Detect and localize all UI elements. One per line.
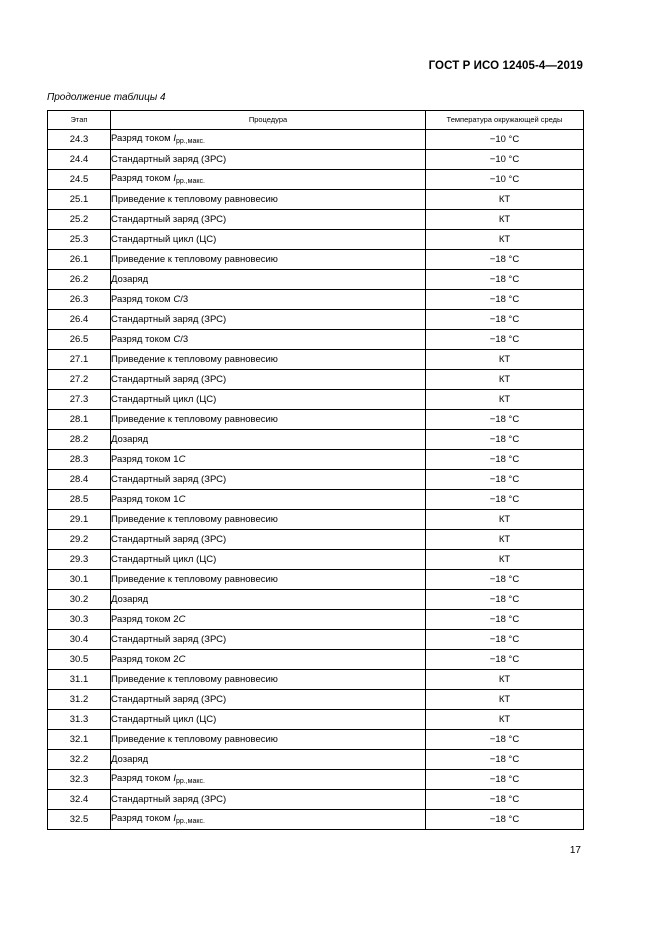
procedure-text: Стандартный заряд (ЗРС)	[111, 373, 227, 385]
procedure-text: Дозаряд	[111, 753, 149, 765]
procedure-text: Дозаряд	[111, 433, 149, 445]
cell-procedure	[111, 290, 426, 310]
cell-procedure	[111, 670, 426, 690]
procedure-text: Разряд током $I_{рр.,макс.}$	[111, 813, 205, 825]
procedure-text: Разряд током $I_{рр.,макс.}$	[111, 773, 205, 785]
cell-temperature: −18 °C	[426, 770, 584, 790]
cell-temperature: КТ	[426, 350, 584, 370]
procedure-text: Приведение к тепловому равновесию	[111, 353, 278, 365]
table-row	[48, 170, 584, 190]
procedure-text: Стандартный заряд (ЗРС)	[111, 473, 227, 485]
table-row	[48, 570, 584, 590]
cell-stage: 26.1	[48, 250, 111, 270]
cell-stage: 32.1	[48, 730, 111, 750]
table-row	[48, 330, 584, 350]
data-table	[47, 110, 584, 830]
cell-procedure	[111, 650, 426, 670]
cell-stage: 32.5	[48, 810, 111, 830]
cell-stage: 26.3	[48, 290, 111, 310]
procedure-text: Стандартный цикл (ЦС)	[111, 553, 217, 565]
cell-stage: 30.5	[48, 650, 111, 670]
cell-temperature: −18 °C	[426, 490, 584, 510]
table-row	[48, 310, 584, 330]
cell-temperature: −18 °C	[426, 650, 584, 670]
cell-procedure	[111, 410, 426, 430]
table-row	[48, 810, 584, 830]
procedure-text: Стандартный заряд (ЗРС)	[111, 213, 227, 225]
table-row	[48, 710, 584, 730]
table-row	[48, 530, 584, 550]
table-row	[48, 410, 584, 430]
table-row	[48, 630, 584, 650]
cell-temperature: −18 °C	[426, 290, 584, 310]
cell-temperature: −18 °C	[426, 570, 584, 590]
cell-temperature: −18 °C	[426, 750, 584, 770]
table-caption: Продолжение таблицы 4	[47, 92, 166, 103]
cell-stage: 26.5	[48, 330, 111, 350]
cell-temperature: −18 °C	[426, 430, 584, 450]
procedure-text: Стандартный цикл (ЦС)	[111, 393, 217, 405]
cell-procedure	[111, 450, 426, 470]
document-header: ГОСТ Р ИСО 12405-4—2019	[428, 60, 583, 72]
table-body	[48, 130, 584, 830]
cell-stage: 29.3	[48, 550, 111, 570]
cell-stage: 27.1	[48, 350, 111, 370]
cell-stage: 24.3	[48, 130, 111, 150]
cell-stage: 28.4	[48, 470, 111, 490]
table-row	[48, 690, 584, 710]
cell-temperature: −18 °C	[426, 610, 584, 630]
header-procedure: Процедура	[111, 111, 426, 130]
procedure-text: Разряд током 1C	[111, 453, 186, 465]
procedure-text: Приведение к тепловому равновесию	[111, 193, 278, 205]
cell-temperature: −18 °C	[426, 590, 584, 610]
procedure-text: Дозаряд	[111, 593, 149, 605]
cell-temperature: −18 °C	[426, 630, 584, 650]
table-row	[48, 610, 584, 630]
page-number: 17	[569, 845, 581, 856]
cell-procedure	[111, 210, 426, 230]
cell-temperature: −18 °C	[426, 810, 584, 830]
cell-stage: 30.4	[48, 630, 111, 650]
table-row	[48, 130, 584, 150]
table-row	[48, 730, 584, 750]
procedure-text: Разряд током 2C	[111, 653, 186, 665]
cell-stage: 31.3	[48, 710, 111, 730]
header-temperature: Температура окружающей среды	[426, 111, 584, 130]
cell-procedure	[111, 630, 426, 650]
cell-temperature: −10 °C	[426, 130, 584, 150]
cell-procedure	[111, 550, 426, 570]
cell-temperature: −10 °C	[426, 170, 584, 190]
cell-temperature: КТ	[426, 230, 584, 250]
cell-stage: 28.1	[48, 410, 111, 430]
cell-procedure	[111, 430, 426, 450]
table-row	[48, 270, 584, 290]
header-stage: Этап	[48, 111, 111, 130]
cell-stage: 26.2	[48, 270, 111, 290]
cell-procedure	[111, 470, 426, 490]
cell-procedure	[111, 790, 426, 810]
cell-procedure	[111, 330, 426, 350]
cell-stage: 25.3	[48, 230, 111, 250]
cell-stage: 27.3	[48, 390, 111, 410]
table-row	[48, 150, 584, 170]
table-row	[48, 230, 584, 250]
cell-procedure	[111, 710, 426, 730]
cell-temperature: −18 °C	[426, 250, 584, 270]
table-row	[48, 670, 584, 690]
table-row	[48, 290, 584, 310]
cell-stage: 25.1	[48, 190, 111, 210]
procedure-text: Разряд током C/3	[111, 333, 189, 345]
cell-procedure	[111, 690, 426, 710]
procedure-text: Приведение к тепловому равновесию	[111, 513, 278, 525]
cell-procedure	[111, 770, 426, 790]
cell-procedure	[111, 350, 426, 370]
cell-procedure	[111, 730, 426, 750]
cell-temperature: КТ	[426, 210, 584, 230]
procedure-text: Разряд током $I_{рр.,макс.}$	[111, 173, 205, 185]
table-row	[48, 250, 584, 270]
procedure-text: Разряд током 1C	[111, 493, 186, 505]
procedure-text: Стандартный заряд (ЗРС)	[111, 533, 227, 545]
cell-procedure	[111, 510, 426, 530]
cell-stage: 28.2	[48, 430, 111, 450]
table-row	[48, 450, 584, 470]
cell-temperature: КТ	[426, 190, 584, 210]
procedure-text: Приведение к тепловому равновесию	[111, 733, 278, 745]
cell-procedure	[111, 270, 426, 290]
table-row	[48, 490, 584, 510]
cell-stage: 29.1	[48, 510, 111, 530]
table-row	[48, 390, 584, 410]
table-row	[48, 370, 584, 390]
table-row	[48, 590, 584, 610]
cell-temperature: −10 °C	[426, 150, 584, 170]
procedure-text: Приведение к тепловому равновесию	[111, 413, 278, 425]
table-row	[48, 430, 584, 450]
cell-temperature: −18 °C	[426, 330, 584, 350]
cell-temperature: КТ	[426, 530, 584, 550]
procedure-text: Стандартный заряд (ЗРС)	[111, 313, 227, 325]
cell-stage: 25.2	[48, 210, 111, 230]
cell-procedure	[111, 750, 426, 770]
cell-stage: 30.1	[48, 570, 111, 590]
procedure-text: Стандартный цикл (ЦС)	[111, 233, 217, 245]
table-header-row	[48, 111, 584, 130]
table-row	[48, 210, 584, 230]
table-row	[48, 190, 584, 210]
procedure-text: Стандартный заряд (ЗРС)	[111, 153, 227, 165]
cell-procedure	[111, 310, 426, 330]
cell-temperature: КТ	[426, 690, 584, 710]
cell-stage: 31.2	[48, 690, 111, 710]
cell-procedure	[111, 190, 426, 210]
cell-procedure	[111, 610, 426, 630]
procedure-text: Дозаряд	[111, 273, 149, 285]
cell-temperature: −18 °C	[426, 470, 584, 490]
procedure-text: Приведение к тепловому равновесию	[111, 253, 278, 265]
cell-stage: 30.2	[48, 590, 111, 610]
cell-temperature: КТ	[426, 550, 584, 570]
cell-temperature: КТ	[426, 710, 584, 730]
cell-temperature: −18 °C	[426, 450, 584, 470]
cell-temperature: КТ	[426, 510, 584, 530]
procedure-text: Приведение к тепловому равновесию	[111, 573, 278, 585]
cell-procedure	[111, 250, 426, 270]
cell-procedure	[111, 230, 426, 250]
cell-procedure	[111, 530, 426, 550]
cell-temperature: КТ	[426, 670, 584, 690]
cell-temperature: −18 °C	[426, 310, 584, 330]
procedure-text: Приведение к тепловому равновесию	[111, 673, 278, 685]
cell-temperature: −18 °C	[426, 270, 584, 290]
cell-temperature: КТ	[426, 370, 584, 390]
cell-stage: 30.3	[48, 610, 111, 630]
table-row	[48, 510, 584, 530]
cell-procedure	[111, 590, 426, 610]
cell-stage: 28.3	[48, 450, 111, 470]
table-row	[48, 750, 584, 770]
cell-stage: 27.2	[48, 370, 111, 390]
procedure-text: Разряд током $I_{рр.,макс.}$	[111, 133, 205, 145]
table-row	[48, 650, 584, 670]
cell-stage: 24.4	[48, 150, 111, 170]
cell-procedure	[111, 490, 426, 510]
cell-procedure	[111, 570, 426, 590]
cell-stage: 32.4	[48, 790, 111, 810]
procedure-text: Стандартный заряд (ЗРС)	[111, 633, 227, 645]
cell-procedure	[111, 370, 426, 390]
cell-stage: 32.2	[48, 750, 111, 770]
cell-temperature: −18 °C	[426, 790, 584, 810]
cell-procedure	[111, 150, 426, 170]
procedure-text: Разряд током C/3	[111, 293, 189, 305]
cell-procedure	[111, 810, 426, 830]
cell-stage: 24.5	[48, 170, 111, 190]
procedure-text: Разряд током 2C	[111, 613, 186, 625]
table-row	[48, 550, 584, 570]
cell-procedure	[111, 170, 426, 190]
cell-stage: 28.5	[48, 490, 111, 510]
cell-temperature: −18 °C	[426, 730, 584, 750]
cell-stage: 29.2	[48, 530, 111, 550]
cell-procedure	[111, 130, 426, 150]
cell-stage: 32.3	[48, 770, 111, 790]
procedure-text: Стандартный заряд (ЗРС)	[111, 693, 227, 705]
cell-stage: 26.4	[48, 310, 111, 330]
table-row	[48, 350, 584, 370]
table-row	[48, 770, 584, 790]
cell-temperature: −18 °C	[426, 410, 584, 430]
table-row	[48, 470, 584, 490]
table-row	[48, 790, 584, 810]
cell-temperature: КТ	[426, 390, 584, 410]
procedure-text: Стандартный заряд (ЗРС)	[111, 793, 227, 805]
cell-stage: 31.1	[48, 670, 111, 690]
procedure-text: Стандартный цикл (ЦС)	[111, 713, 217, 725]
cell-procedure	[111, 390, 426, 410]
